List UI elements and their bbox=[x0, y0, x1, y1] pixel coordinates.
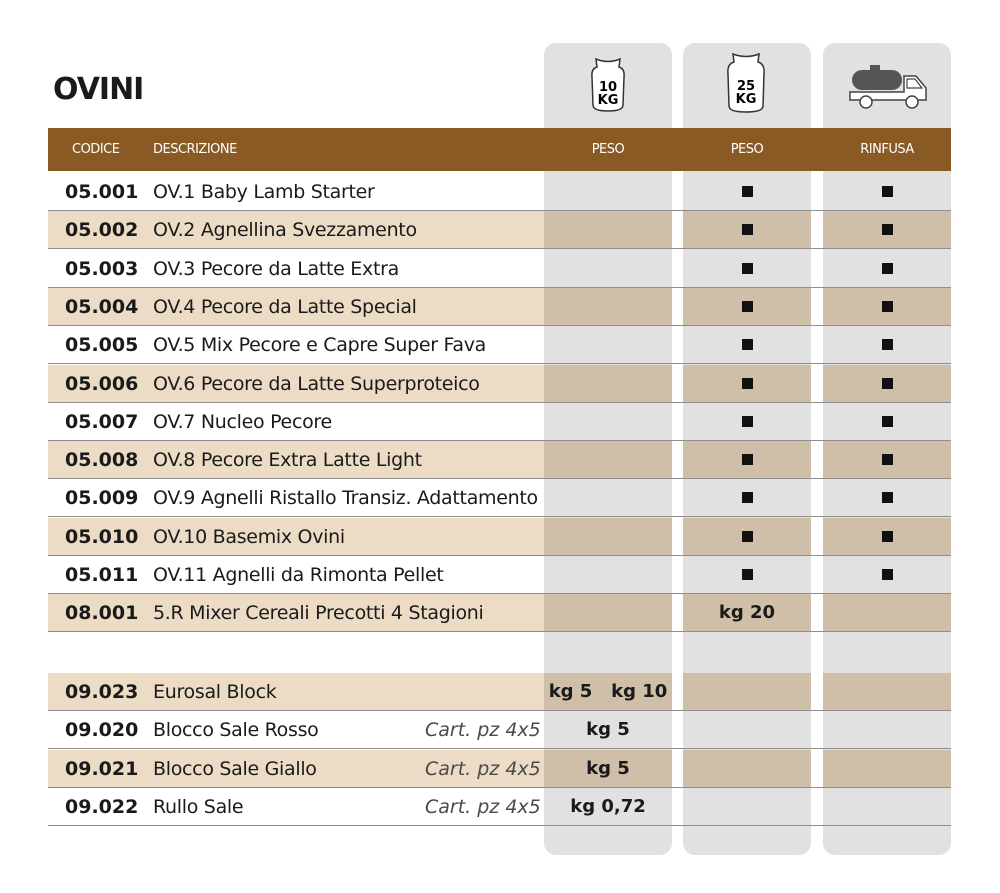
table-row bbox=[48, 594, 951, 632]
product-description: OV.1 Baby Lamb Starter bbox=[153, 181, 375, 203]
row-column-fill bbox=[683, 750, 811, 787]
table-row bbox=[48, 479, 951, 517]
availability-mark bbox=[742, 454, 753, 465]
availability-mark bbox=[742, 263, 753, 274]
availability-mark bbox=[882, 569, 893, 580]
product-description: OV.2 Agnellina Svezzamento bbox=[153, 219, 417, 242]
row-column-fill bbox=[544, 594, 672, 631]
row-column-fill bbox=[544, 365, 672, 402]
header-peso-10: PESO bbox=[591, 142, 625, 157]
product-description: OV.6 Pecore da Latte Superproteico bbox=[153, 372, 480, 395]
tanker-truck-icon bbox=[848, 62, 928, 112]
product-code: 05.011 bbox=[65, 564, 139, 586]
row-column-fill bbox=[683, 788, 811, 825]
product-code: 05.009 bbox=[65, 487, 139, 510]
availability-mark bbox=[742, 569, 753, 580]
table-row bbox=[48, 518, 951, 556]
product-code: 05.010 bbox=[65, 525, 139, 548]
availability-mark bbox=[882, 492, 893, 503]
row-column-fill bbox=[544, 211, 672, 248]
row-column-fill bbox=[683, 673, 811, 710]
header-peso-25: PESO bbox=[730, 142, 764, 157]
product-code: 05.006 bbox=[65, 372, 139, 395]
product-description: Blocco Sale Giallo bbox=[153, 757, 317, 780]
availability-mark bbox=[742, 416, 753, 427]
weight-value: kg 5 kg 10 bbox=[548, 681, 668, 702]
product-description: OV.7 Nucleo Pecore bbox=[153, 410, 332, 433]
row-column-fill bbox=[823, 788, 951, 825]
product-code: 09.020 bbox=[65, 719, 139, 742]
table-header bbox=[48, 128, 951, 171]
bag-10-unit: KG bbox=[597, 93, 619, 108]
product-description: OV.11 Agnelli da Rimonta Pellet bbox=[153, 564, 444, 586]
table-row bbox=[48, 788, 951, 826]
availability-mark bbox=[882, 416, 893, 427]
product-code: 05.002 bbox=[65, 219, 139, 242]
product-description: OV.10 Basemix Ovini bbox=[153, 525, 345, 548]
availability-mark bbox=[882, 263, 893, 274]
product-description: OV.5 Mix Pecore e Capre Super Fava bbox=[153, 334, 486, 357]
product-description: Rullo Sale bbox=[153, 795, 244, 818]
product-code: 09.023 bbox=[65, 681, 139, 703]
weight-value: kg 5 bbox=[586, 757, 630, 779]
product-description: OV.3 Pecore da Latte Extra bbox=[153, 257, 399, 280]
table-row bbox=[48, 441, 951, 479]
bag-10kg-icon bbox=[590, 55, 626, 115]
row-column-fill bbox=[544, 518, 672, 555]
table-row bbox=[48, 288, 951, 326]
product-code: 05.004 bbox=[65, 295, 139, 318]
table-row bbox=[48, 173, 951, 211]
product-description: 5.R Mixer Cereali Precotti 4 Stagioni bbox=[153, 602, 484, 625]
row-column-fill bbox=[544, 403, 672, 440]
availability-mark bbox=[742, 492, 753, 503]
bag-10-number: 10 bbox=[598, 80, 618, 95]
header-descrizione: DESCRIZIONE bbox=[153, 142, 237, 157]
bag-25kg-icon bbox=[726, 50, 766, 116]
product-code: 05.005 bbox=[65, 334, 139, 357]
availability-mark bbox=[742, 186, 753, 197]
packaging-note: Cart. pz 4x5 bbox=[425, 757, 541, 780]
product-code: 09.022 bbox=[65, 795, 139, 818]
header-codice: CODICE bbox=[72, 142, 120, 157]
table-row bbox=[48, 750, 951, 788]
product-description: Blocco Sale Rosso bbox=[153, 719, 319, 742]
availability-mark bbox=[742, 378, 753, 389]
page-title: OVINI bbox=[53, 72, 144, 107]
row-column-fill bbox=[823, 594, 951, 631]
availability-mark bbox=[882, 224, 893, 235]
product-code: 05.003 bbox=[65, 257, 139, 280]
table-row bbox=[48, 673, 951, 711]
weight-value: kg 5 bbox=[586, 719, 630, 741]
product-code: 08.001 bbox=[65, 602, 139, 625]
bag-25-unit: KG bbox=[735, 92, 757, 107]
table-row bbox=[48, 250, 951, 288]
weight-value: kg 20 bbox=[718, 602, 776, 624]
packaging-note: Cart. pz 4x5 bbox=[425, 795, 541, 818]
row-column-fill bbox=[544, 556, 672, 593]
product-code: 05.007 bbox=[65, 410, 139, 433]
row-column-fill bbox=[683, 711, 811, 748]
table-row bbox=[48, 365, 951, 403]
product-code: 05.008 bbox=[65, 449, 139, 472]
row-column-fill bbox=[544, 173, 672, 210]
row-column-fill bbox=[823, 711, 951, 748]
bag-25-number: 25 bbox=[736, 79, 756, 94]
availability-mark bbox=[742, 339, 753, 350]
product-description: Eurosal Block bbox=[153, 681, 277, 703]
row-column-fill bbox=[544, 326, 672, 363]
product-description: OV.9 Agnelli Ristallo Transiz. Adattamento bbox=[153, 487, 538, 510]
availability-mark bbox=[882, 378, 893, 389]
row-column-fill bbox=[544, 479, 672, 516]
table-row bbox=[48, 403, 951, 441]
table-row bbox=[48, 711, 951, 749]
table-row bbox=[48, 211, 951, 249]
product-code: 09.021 bbox=[65, 757, 139, 780]
availability-mark bbox=[742, 301, 753, 312]
availability-mark bbox=[882, 531, 893, 542]
availability-mark bbox=[882, 339, 893, 350]
weight-value: kg 0,72 bbox=[570, 795, 646, 817]
product-description: OV.8 Pecore Extra Latte Light bbox=[153, 449, 422, 472]
row-column-fill bbox=[823, 750, 951, 787]
row-column-fill bbox=[544, 441, 672, 478]
availability-mark bbox=[882, 186, 893, 197]
table-row bbox=[48, 326, 951, 364]
row-column-fill bbox=[544, 250, 672, 287]
table-row bbox=[48, 556, 951, 594]
row-column-fill bbox=[823, 673, 951, 710]
availability-mark bbox=[882, 454, 893, 465]
availability-mark bbox=[882, 301, 893, 312]
header-rinfusa: RINFUSA bbox=[860, 142, 914, 157]
packaging-note: Cart. pz 4x5 bbox=[425, 719, 541, 742]
product-description: OV.4 Pecore da Latte Special bbox=[153, 295, 417, 318]
availability-mark bbox=[742, 224, 753, 235]
row-column-fill bbox=[544, 288, 672, 325]
product-code: 05.001 bbox=[65, 181, 139, 203]
availability-mark bbox=[742, 531, 753, 542]
